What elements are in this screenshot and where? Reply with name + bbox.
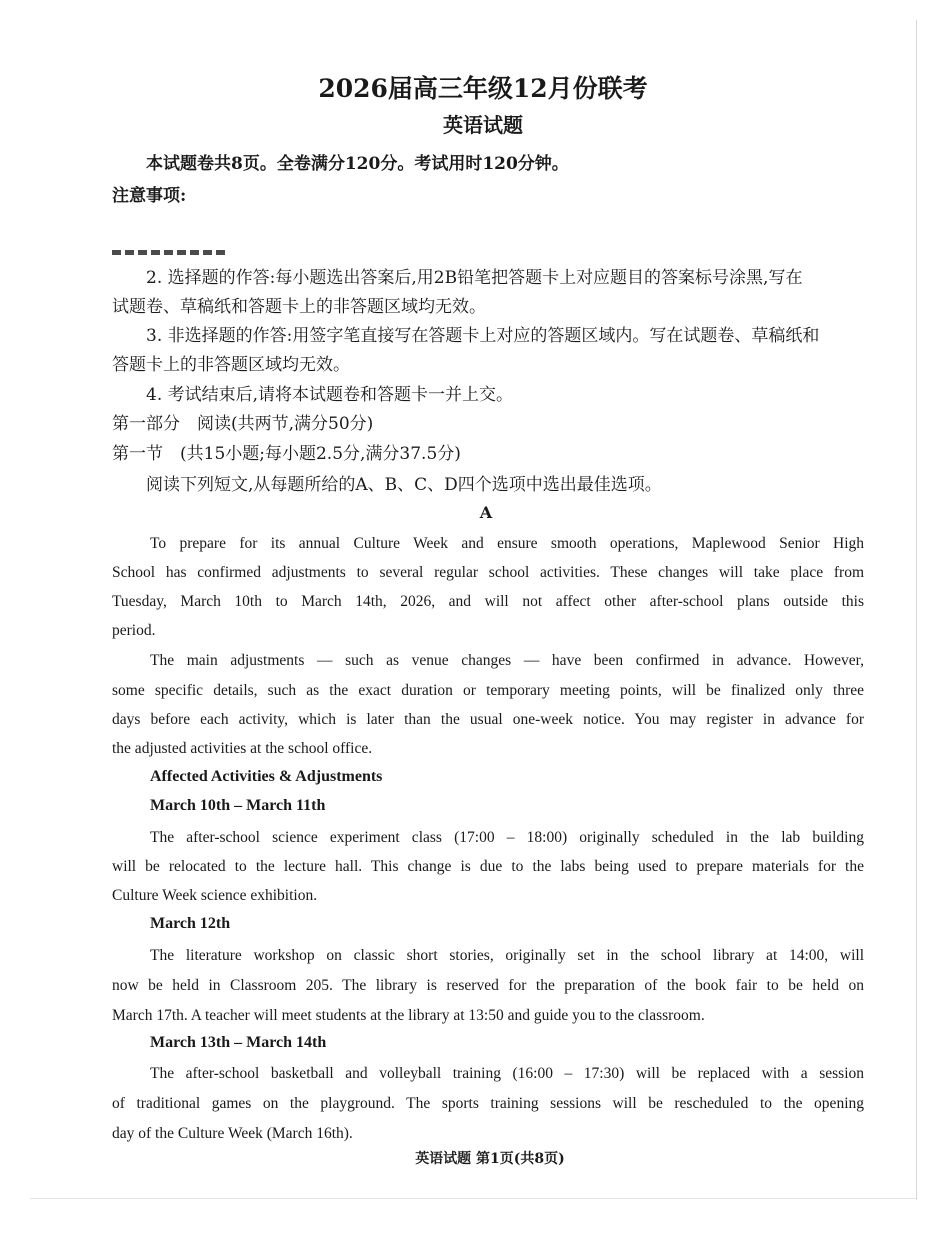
cropped-text-fragment <box>112 244 232 258</box>
page-edge-bottom <box>30 1198 916 1199</box>
passage-line: days before each activity, which is later than the usual one-week notice. You may register in advance for <box>112 711 864 728</box>
passage-line: of traditional games on the playground. The sports training sessions will be rescheduled to the opening <box>112 1095 864 1112</box>
passage-line: March 17th. A teacher will meet students at the library at 13:50 and guide you to the classroom. <box>112 1007 705 1024</box>
date-heading-3: March 13th – March 14th <box>150 1034 327 1051</box>
passage-line: will be relocated to the lecture hall. This change is due to the labs being used to prepare materials for the <box>112 858 864 875</box>
passage-line: The after-school basketball and volleyball training (16:00 – 17:30) will be replaced with a session <box>150 1065 864 1082</box>
passage-line: The after-school science experiment class (17:00 – 18:00) originally scheduled in the lab building <box>150 829 864 846</box>
page-edge-right <box>916 20 917 1200</box>
instruction-2-line-2: 试题卷、草稿纸和答题卡上的非答题区域均无效。 <box>112 297 486 317</box>
passage-line: some specific details, such as the exact duration or temporary meeting points, will be finalized only three <box>112 682 864 699</box>
passage-line: period. <box>112 622 156 639</box>
instruction-2-line-1: 2. 选择题的作答:每小题选出答案后,用2B铅笔把答题卡上对应题目的答案标号涂黑,写在 <box>146 268 803 288</box>
section-one-heading: 第一节 (共15小题;每小题2.5分,满分37.5分) <box>112 444 461 464</box>
notice-heading: 注意事项: <box>112 186 187 206</box>
exam-subject: 英语试题 <box>443 113 523 137</box>
passage-line: the adjusted activities at the school office. <box>112 740 373 757</box>
instruction-4: 4. 考试结束后,请将本试题卷和答题卡一并上交。 <box>146 385 514 405</box>
passage-line: To prepare for its annual Culture Week and ensure smooth operations, Maplewood Senior High <box>150 535 864 552</box>
passage-line: The literature workshop on classic short stories, originally set in the school library at 14:00, will <box>150 947 864 964</box>
instruction-3-line-2: 答题卡上的非答题区域均无效。 <box>112 355 350 375</box>
reading-direction: 阅读下列短文,从每题所给的A、B、C、D四个选项中选出最佳选项。 <box>146 475 662 495</box>
instruction-3-line-1: 3. 非选择题的作答:用签字笔直接写在答题卡上对应的答题区域内。写在试题卷、草稿纸和 <box>146 326 820 346</box>
date-heading-1: March 10th – March 11th <box>150 797 326 814</box>
passage-label: A <box>479 503 493 522</box>
affected-activities-heading: Affected Activities & Adjustments <box>150 768 383 785</box>
passage-line: Tuesday, March 10th to March 14th, 2026, and will not affect other after-school plans outside this <box>112 593 864 610</box>
date-heading-2: March 12th <box>150 915 231 932</box>
passage-line: day of the Culture Week (March 16th). <box>112 1125 353 1142</box>
passage-line: Culture Week science exhibition. <box>112 887 318 904</box>
passage-line: School has confirmed adjustments to several regular school activities. These changes will take place from <box>112 564 864 581</box>
part-one-heading: 第一部分 阅读(共两节,满分50分) <box>112 414 374 434</box>
exam-title: 2026届高三年级12月份联考 <box>318 74 648 103</box>
exam-summary: 本试题卷共8页。全卷满分120分。考试用时120分钟。 <box>146 154 569 174</box>
passage-line: now be held in Classroom 205. The library is reserved for the preparation of the book fair to be held on <box>112 977 864 994</box>
passage-line: The main adjustments — such as venue changes — have been confirmed in advance. However, <box>150 652 864 669</box>
page-footer: 英语试题 第1页(共8页) <box>415 1151 565 1167</box>
